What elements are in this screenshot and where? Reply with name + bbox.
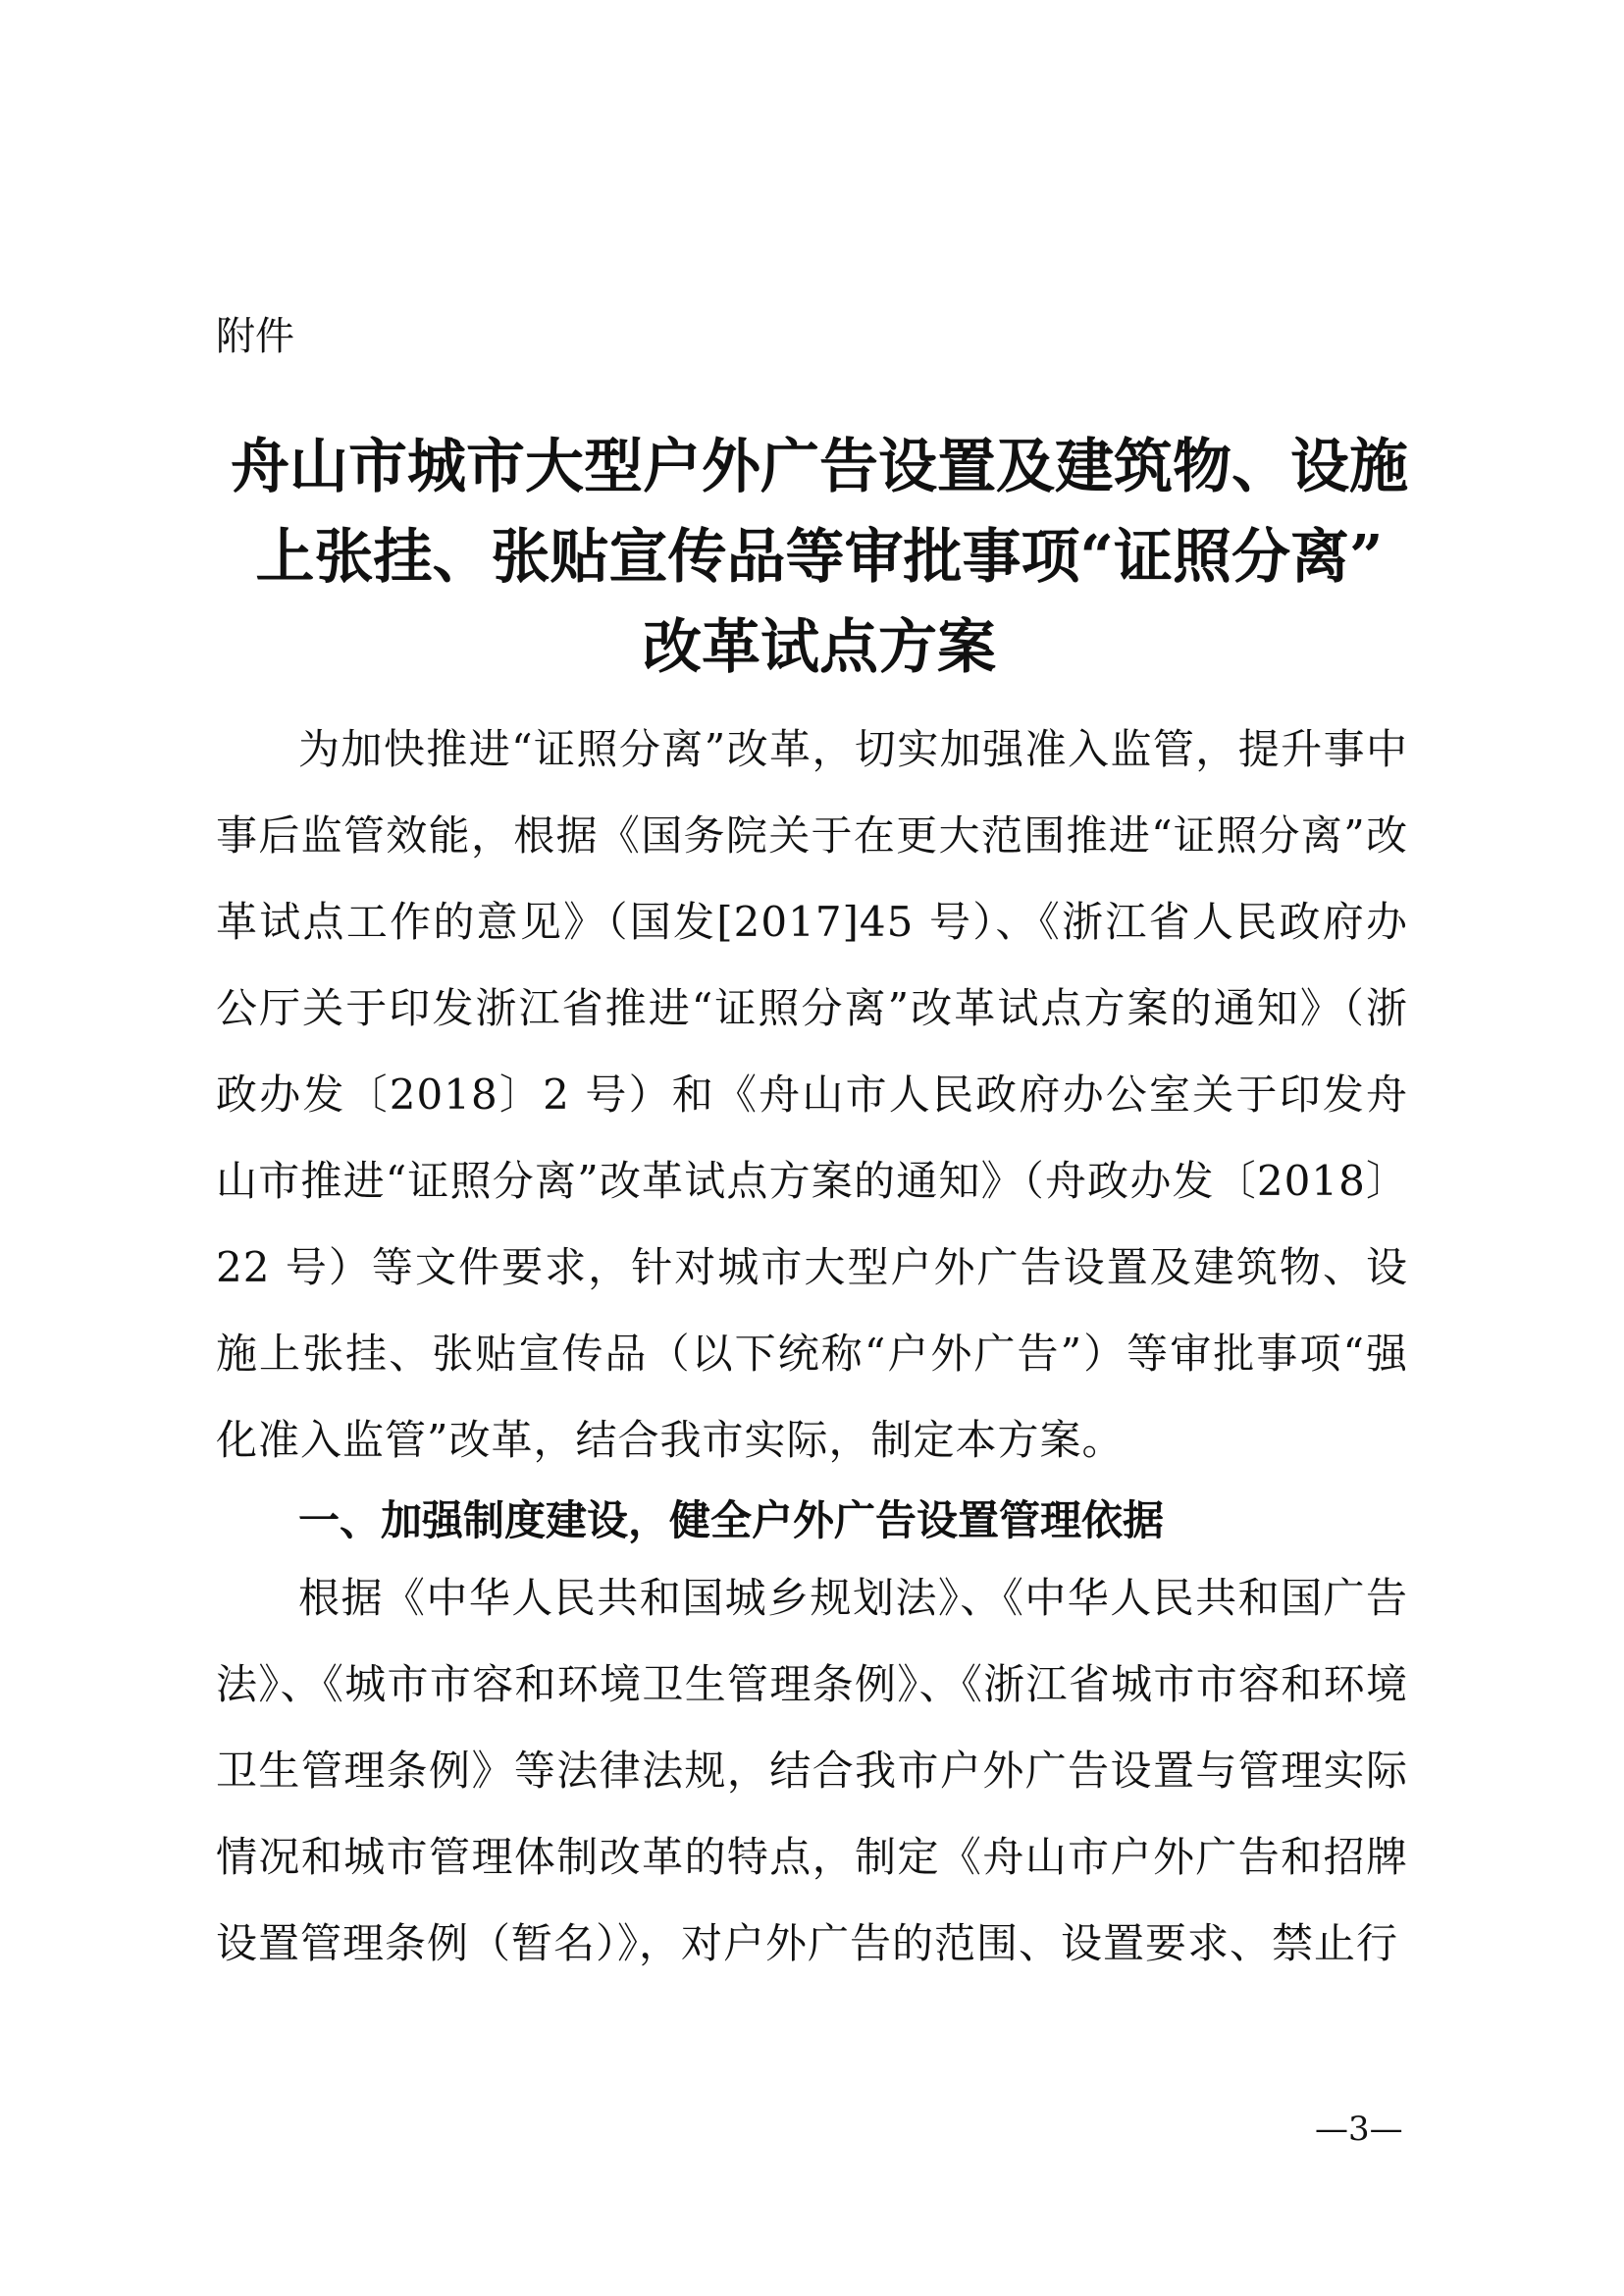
title-line: 改革试点方案 — [643, 613, 996, 682]
document-title — [196, 422, 1442, 693]
section-paragraph: 根据《中华人民共和国城乡规划法》、《中华人民共和国广告法》、《城市市容和环境卫生管理条例》、《浙江省城市市容和环境卫生管理条例》等法律法规，结合我市户外广告设置与管理实际情况和城市管理体制改革的特点，制定《舟山市户外广告和招牌设置管理条例（暂名）》，对户外广告的范围、设置要求、禁止行 — [216, 1574, 1408, 1967]
title-line: 上张挂、张贴宣传品等审批事项“证照分离” — [255, 523, 1384, 592]
attachment-label: 附件 — [216, 314, 294, 359]
page-number: —3— — [1315, 2110, 1403, 2149]
section-heading: 一、加强制度建设，健全户外广告设置管理依据 — [298, 1496, 1165, 1544]
title-line: 舟山市城市大型户外广告设置及建筑物、设施 — [231, 433, 1408, 501]
intro-paragraph: 为加快推进“证照分离”改革，切实加强准入监管，提升事中事后监管效能，根据《国务院关于在更大范围推进“证照分离”改革试点工作的意见》（国发[2017]45 号）、《浙江省人民政府办公厅关于印发浙江省推进“证照分离”改革试点方案的通知》（浙政办发〔2018〕2 号）和《舟山市人民政府办公室关于印发舟山市推进“证照分离”改革试点方案的通知》（舟政办发〔2018〕22 号）等文件要求，针对城市大型户外广告设置及建筑物、设施上张挂、张贴宣传品（以下统称“户外广告”）等审批事项“强化准入监管”改革，结合我市实际，制定本方案。 — [216, 725, 1408, 1464]
